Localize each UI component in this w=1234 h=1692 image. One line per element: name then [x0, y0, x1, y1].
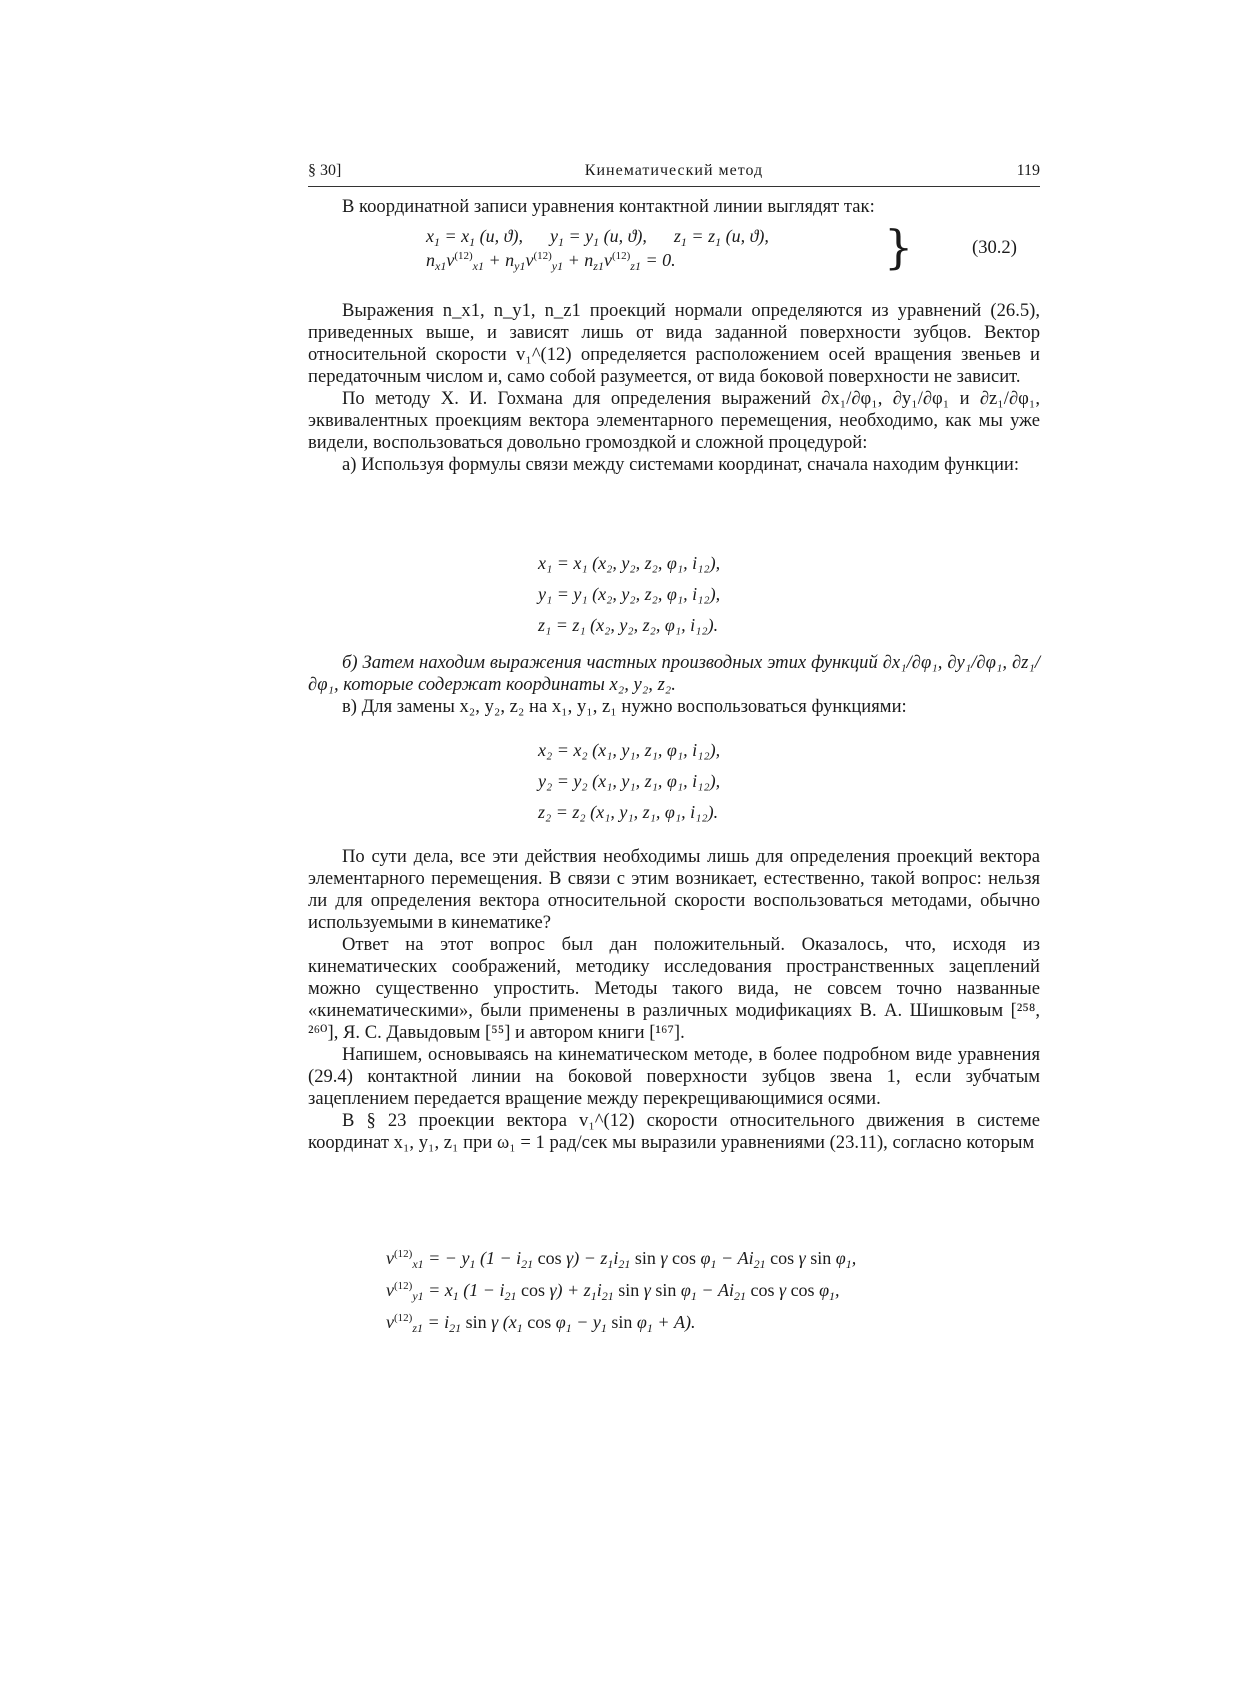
paragraph-projections: В § 23 проекции вектора v₁^(12) скорости относительного движения в системе координат x₁, y₁, z₁ при ω₁ = 1 рад/сек мы выразили уравнениями (23.11), согласно которым — [308, 1110, 1040, 1153]
step-c-text: в) Для замены x₂, y₂, z₂ на x₁, y₁, z₁ нужно воспользоваться функциями: — [342, 696, 907, 717]
intro-paragraph — [308, 196, 1040, 218]
paragraph-group-3 — [308, 846, 1040, 1154]
paragraph-normal-projections: Выражения n_x1, n_y1, n_z1 проекций нормали определяются из уравнений (26.5), приведенных выше, и зависят лишь от вида заданной поверхности зубцов. Вектор относительной скорости v₁^(12) определяется расположением осей вращения звеньев и передаточным числом и, само собой разумеется, от вида боковой поверхности не зависит. — [308, 300, 1040, 387]
equation-vz1: $v^{(12)}_{z1} = i_{21}$ sin γ ($x_1$ $\cos \varphi_1 - y_1$ $\sin \varphi_1 + A$). — [386, 1312, 696, 1335]
right-brace: } — [884, 220, 914, 274]
section-marker: § 30] — [308, 162, 342, 179]
equation-vx1: $v^{(12)}_{x1}$ = − $y_1$ ($1 - i_{21}$ $\cos \gamma) - z_1i_{21}$ sin γ $\cos \varphi_1 - Ai_{21}$ cos γ $\sin \varphi_1$, — [386, 1248, 857, 1271]
equation-30-2-line1: $x_1 = x_1$ (u, ϑ), $y_1 = y_1$ (u, ϑ), $z_1 = z_1$ (u, ϑ), — [426, 226, 769, 249]
paragraph-gokhman-method: По методу Х. И. Гохмана для определения выражений ∂x₁/∂φ₁, ∂y₁/∂φ₁ и ∂z₁/∂φ₁, эквивалентных проекциям вектора элементарного перемещения, необходимо, как мы уже видели, воспользоваться довольно громоздкой и сложной процедурой: — [308, 388, 1040, 453]
equation-vy1: $v^{(12)}_{y1} = x_1$ ($1 - i_{21}$ $\cos \gamma) + z_1i_{21}$ sin γ $\sin \varphi_1 - Ai_{21}$ cos γ $\cos \varphi_1$, — [386, 1280, 840, 1303]
paragraph-contact-line: Напишем, основываясь на кинематическом методе, в более подробном виде уравнения (29.4) контактной линии на боковой поверхности зубцов звена 1, если зубчатым зацеплением передается вращение между перекрещивающимися осями. — [308, 1044, 1040, 1109]
equation-number-30-2: (30.2) — [972, 237, 1017, 258]
paragraph-question: По сути дела, все эти действия необходимы лишь для определения проекций вектора элементарного перемещения. В связи с этим возникает, естественно, такой вопрос: нельзя ли для определения вектора относительной скорости воспользоваться методами, обычно используемыми в кинематике? — [308, 846, 1040, 933]
equation-c-2: y₂ = y₂ (x₁, y₁, z₁, φ₁, i₁₂), — [538, 771, 721, 791]
chapter-title: Кинематический метод — [584, 162, 764, 179]
equation-30-2-line2: $n_{x1}v^{(12)}_{x1} + n_{y1}v^{(12)}_{y1} + n_{z1}v^{(12)}_{z1} = 0$. — [426, 250, 676, 273]
equation-a-3: z₁ = z₁ (x₂, y₂, z₂, φ₁, i₁₂). — [538, 615, 719, 635]
equation-a-1: x₁ = x₁ (x₂, y₂, z₂, φ₁, i₁₂), — [538, 553, 721, 573]
paragraph-group-1 — [308, 300, 1040, 476]
running-head — [308, 160, 1040, 187]
step-a-text: а) Используя формулы связи между системами координат, сначала находим функции: — [342, 454, 1020, 475]
equation-c-1: x₂ = x₂ (x₁, y₁, z₁, φ₁, i₁₂), — [538, 740, 721, 760]
page-number: 119 — [1016, 162, 1040, 179]
equation-a-2: y₁ = y₁ (x₂, y₂, z₂, φ₁, i₁₂), — [538, 584, 721, 604]
paragraph-answer: Ответ на этот вопрос был дан положительный. Оказалось, что, исходя из кинематических соображений, методику исследования пространственных зацеплений можно существенно упростить. Методы такого вида, не совсем точно названные «кинематическими», были применены в различных модификациях В. А. Шишковым [²⁵⁸, ²⁶⁰], Я. С. Давыдовым [⁵⁵] и автором книги [¹⁶⁷]. — [308, 934, 1040, 1043]
equation-c-3: z₂ = z₂ (x₁, y₁, z₁, φ₁, i₁₂). — [538, 802, 719, 822]
intro-text: В координатной записи уравнения контактной линии выглядят так: — [342, 196, 875, 217]
paragraph-group-2 — [308, 652, 1040, 718]
step-b-text: б) Затем находим выражения частных производных этих функций ∂x₁/∂φ₁, ∂y₁/∂φ₁, ∂z₁/∂φ₁, которые содержат координаты x₂, y₂, z₂. — [308, 652, 1040, 695]
